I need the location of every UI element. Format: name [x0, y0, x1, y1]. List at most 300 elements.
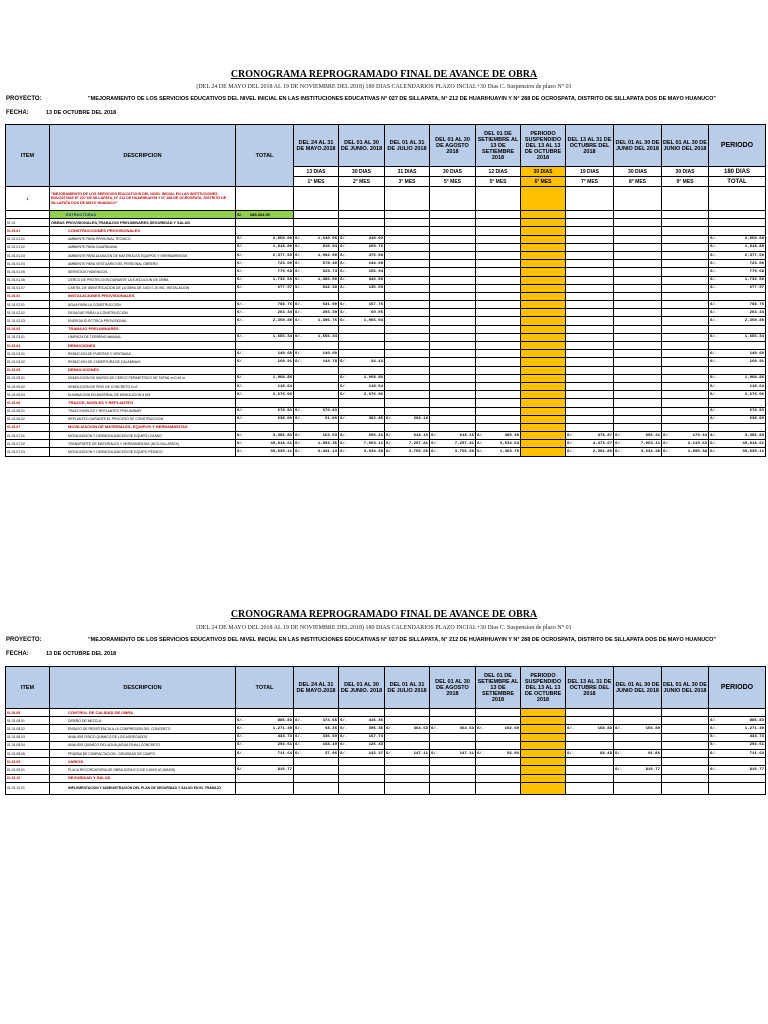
row-periodo-total — [709, 758, 766, 766]
header-period: DEL 24 AL 31 DE MAYO.2018 — [294, 667, 339, 709]
table-row — [6, 709, 766, 717]
row-period-value — [566, 733, 614, 741]
currency-symbol: S/. — [710, 278, 718, 283]
row-period-value — [385, 407, 430, 415]
row-period-value — [662, 717, 709, 725]
row-period-value — [521, 268, 566, 276]
row-period-value — [430, 268, 476, 276]
row-total-cell — [236, 407, 294, 415]
currency-symbol: S/. — [237, 302, 245, 307]
period-amount: 91.86 — [647, 751, 660, 756]
row-period-value — [294, 399, 339, 407]
currency-symbol: S/. — [237, 726, 245, 731]
row-period-value — [430, 219, 476, 227]
currency-symbol: S/. — [340, 726, 348, 731]
row-total-cell — [236, 358, 294, 366]
period-amount: 60.95 — [370, 310, 383, 315]
period-amount: 395.35 — [368, 726, 383, 731]
row-period-value — [339, 211, 385, 219]
row-desc: REMOCION DE COBERTURA DE CALAMINAS — [50, 358, 236, 366]
row-period-value — [521, 758, 566, 766]
row-code: 01.01.08.03 — [6, 733, 50, 741]
row-period-value — [662, 741, 709, 749]
row-period-value — [294, 325, 339, 333]
row-period-value — [339, 333, 385, 341]
row-period-value — [521, 774, 566, 782]
row-period-value — [294, 317, 339, 325]
periodo-total-amount: 118.64 — [749, 384, 764, 389]
row-period-value — [521, 284, 566, 292]
row-total: 638.09 — [277, 417, 292, 422]
currency-symbol: S/. — [615, 726, 623, 731]
currency-symbol: S/. — [295, 450, 303, 455]
row-period-value — [385, 758, 430, 766]
row-period-value — [662, 407, 709, 415]
row-period-value — [614, 741, 662, 749]
row-period-value — [521, 432, 566, 440]
row-period-value — [476, 260, 521, 268]
currency-symbol: S/. — [710, 735, 718, 740]
row-total-cell — [236, 260, 294, 268]
row-period-value — [339, 309, 385, 317]
row-total-cell — [236, 448, 294, 456]
row-period-value — [521, 733, 566, 741]
row-total: 779.68 — [277, 269, 292, 274]
currency-symbol: S/. — [295, 359, 303, 364]
row-total-cell — [236, 432, 294, 440]
currency-symbol: S/. — [340, 735, 348, 740]
currency-symbol: S/. — [710, 767, 718, 772]
row-code: 01.01.09.01 — [6, 766, 50, 774]
row-period-value — [339, 374, 385, 382]
row-period-value — [566, 350, 614, 358]
row-period-value — [385, 342, 430, 350]
row-total-cell — [236, 350, 294, 358]
row-period-value — [430, 235, 476, 243]
row-period-value — [521, 260, 566, 268]
period-amount: 578.40 — [322, 261, 337, 266]
row-period-value — [476, 317, 521, 325]
row-period-value — [430, 333, 476, 341]
currency-symbol: S/. — [295, 278, 303, 283]
row-period-value — [476, 766, 521, 774]
row-total-cell — [236, 276, 294, 284]
row-period-value — [385, 187, 430, 211]
row-period-value — [476, 374, 521, 382]
currency-symbol: S/. — [567, 433, 575, 438]
header-days: 19 DIAS — [566, 167, 614, 177]
table-row — [6, 325, 766, 333]
header-period: DEL 01 DE SETIEMBRE AL 13 DE SETIEMBRE 2018 — [476, 667, 521, 709]
row-desc: ESTRUCTURAS — [50, 211, 236, 219]
header-period: PERIODO SUSPENDIDO DEL 13 AL 13 DE OCTUBRE 2018 — [521, 667, 566, 709]
currency-symbol: S/. — [431, 726, 439, 731]
row-total-cell — [236, 374, 294, 382]
row-period-value — [385, 709, 430, 717]
row-period-value — [521, 766, 566, 774]
currency-symbol: S/. — [295, 417, 303, 422]
currency-symbol: S/. — [295, 237, 303, 242]
row-period-value — [566, 227, 614, 235]
header-period: DEL 01 AL 30 DE JUNIO DEL 2018 — [662, 125, 709, 167]
row-desc: DESAGUE PARA LA CONSTRUCCION — [50, 309, 236, 317]
row-code: 01.01.10.01 — [6, 782, 50, 794]
row-period-value — [339, 260, 385, 268]
page1-fecha-label: FECHA: — [6, 110, 29, 116]
row-total-cell — [236, 741, 294, 749]
row-period-value — [476, 276, 521, 284]
row-period-value — [521, 709, 566, 717]
row-period-value — [339, 292, 385, 300]
row-period-value — [430, 284, 476, 292]
row-period-value — [662, 382, 709, 390]
header-period: DEL 01 AL 31 DE JULIO 2018 — [385, 125, 430, 167]
period-amount: 2,119.63 — [687, 441, 707, 446]
row-code: 01.01.04.02 — [6, 358, 50, 366]
row-period-value — [339, 276, 385, 284]
header-period: DEL 01 AL 30 DE JUNIO DEL 2018 — [614, 667, 662, 709]
row-desc: PRUEBA DE COMPACTACION - DENSIDAD DE CAMPO — [50, 749, 236, 757]
header-periodo: PERIODO — [709, 125, 766, 167]
row-period-value — [476, 382, 521, 390]
row-period-value — [614, 317, 662, 325]
row-period-value — [521, 382, 566, 390]
period-amount: 618.16 — [459, 433, 474, 438]
row-period-value — [476, 758, 521, 766]
currency-symbol: S/. — [295, 335, 303, 340]
row-period-value — [614, 284, 662, 292]
row-period-value — [614, 251, 662, 259]
period-amount: 815.04 — [322, 245, 337, 250]
currency-symbol: S/. — [615, 450, 623, 455]
row-period-value — [339, 758, 385, 766]
currency-symbol: S/. — [237, 743, 245, 748]
row-desc: AMBIENTE PARA GUARDIANIA — [50, 243, 236, 251]
period-amount: 3,634.38 — [640, 450, 660, 455]
row-period-value — [662, 415, 709, 423]
row-code: 01.01.03 — [6, 325, 50, 333]
table-row — [6, 374, 766, 382]
currency-symbol: S/. — [340, 261, 348, 266]
currency-symbol: S/. — [237, 319, 245, 324]
period-amount: 1,055.04 — [363, 319, 383, 324]
row-periodo-total — [709, 366, 766, 374]
row-period-value — [430, 317, 476, 325]
periodo-total-amount: 885.83 — [749, 718, 764, 723]
row-desc: DISEÑO DE MEZCLA — [50, 717, 236, 725]
row-period-value — [385, 432, 430, 440]
row-period-value — [566, 276, 614, 284]
header-period: DEL 01 AL 30 DE JUNIO DEL 2018 — [662, 667, 709, 709]
row-period-value — [566, 342, 614, 350]
header-month: 9° MES — [662, 177, 709, 187]
row-period-value — [430, 448, 476, 456]
header-total: TOTAL — [236, 667, 294, 709]
row-desc: REMOCIONES — [50, 342, 236, 350]
header-item: ITEM — [6, 667, 50, 709]
row-desc: REPLANTEO DURANTE EL PROCESO DE CONSTRUCCION — [50, 415, 236, 423]
period-amount: 56.96 — [506, 751, 519, 756]
row-period-value — [430, 292, 476, 300]
row-period-value — [294, 741, 339, 749]
period-amount: 144.78 — [322, 359, 337, 364]
period-amount: 389.30 — [504, 433, 519, 438]
row-period-value — [476, 749, 521, 757]
page2-fecha: 13 DE OCTUBRE DEL 2018 — [46, 651, 117, 657]
row-period-value — [430, 358, 476, 366]
row-period-value — [566, 448, 614, 456]
row-total: 670.83 — [277, 409, 292, 414]
currency-symbol: S/. — [710, 351, 718, 356]
period-amount: 618.16 — [413, 433, 428, 438]
row-periodo-total — [709, 733, 766, 741]
row-desc: ANALISIS QUIMICO DEL AGUA (AGUA FINAL) CONCRETO — [50, 741, 236, 749]
row-desc: SEGURIDAD Y SALUD — [50, 774, 236, 782]
currency-symbol: S/. — [237, 237, 245, 242]
row-periodo-total — [709, 725, 766, 733]
row-period-value — [476, 725, 521, 733]
currency-symbol: S/. — [567, 450, 575, 455]
row-period-value — [476, 301, 521, 309]
row-code: 01.01.10 — [6, 774, 50, 782]
header-month: 3° MES — [385, 177, 430, 187]
row-code: 01.01.08.01 — [6, 717, 50, 725]
row-period-value — [294, 725, 339, 733]
row-period-value — [614, 235, 662, 243]
row-period-value — [430, 407, 476, 415]
currency-symbol: S/. — [710, 286, 718, 291]
row-period-value — [339, 317, 385, 325]
currency-symbol: S/. — [237, 751, 245, 756]
row-period-value — [294, 342, 339, 350]
row-period-value — [339, 235, 385, 243]
currency-symbol: S/. — [477, 751, 485, 756]
row-period-value — [339, 342, 385, 350]
currency-symbol: S/. — [237, 441, 245, 446]
row-period-value — [430, 391, 476, 399]
row-desc: MOVILIZACION DE MATERIALES, EQUIPOS Y HERRAMIENTAS — [50, 423, 236, 431]
row-periodo-total — [709, 276, 766, 284]
row-period-value — [339, 766, 385, 774]
period-amount: 156.89 — [645, 726, 660, 731]
row-period-value — [294, 292, 339, 300]
row-periodo-total — [709, 374, 766, 382]
currency-symbol: S/. — [431, 751, 439, 756]
table-row — [6, 399, 766, 407]
row-period-value — [385, 227, 430, 235]
row-periodo-total — [709, 766, 766, 774]
period-amount: 346.50 — [368, 278, 383, 283]
table-row — [6, 235, 766, 243]
row-desc: CONSTRUCCIONES PROVISIONALES — [50, 227, 236, 235]
row-period-value — [614, 366, 662, 374]
currency-symbol: S/. — [237, 392, 245, 397]
row-period-value — [476, 423, 521, 431]
row-periodo-total — [709, 251, 766, 259]
row-period-value — [476, 235, 521, 243]
row-period-value — [339, 325, 385, 333]
row-desc: TRABAJO PRELIMINARES — [50, 325, 236, 333]
row-period-value — [385, 725, 430, 733]
row-period-value — [662, 276, 709, 284]
currency-symbol: S/. — [295, 726, 303, 731]
row-period-value — [294, 276, 339, 284]
row-period-value — [566, 284, 614, 292]
row-total: 816.77 — [277, 767, 292, 772]
row-period-value — [294, 749, 339, 757]
row-period-value — [294, 227, 339, 235]
row-period-value — [385, 325, 430, 333]
row-period-value — [521, 276, 566, 284]
row-total: 677.97 — [277, 286, 292, 291]
row-period-value — [566, 358, 614, 366]
currency-symbol: S/. — [340, 392, 348, 397]
row-period-value — [476, 219, 521, 227]
row-period-value — [430, 432, 476, 440]
periodo-total-amount: 140.60 — [749, 351, 764, 356]
currency-symbol: S/. — [237, 384, 245, 389]
page1-proyecto: "MEJORAMIENTO DE LOS SERVICIOS EDUCATIVOS DEL NIVEL INICIAL EN LAS INSTITUCIONES EDUCATIVAS N° 027 DE SILLAPATA, N° 212 DE HUARIHUAYIN Y N° 288 DE OCROSPATA, DISTRITO DE SILLAPATA DOS DE MAYO HUANUCO" — [88, 96, 717, 102]
row-total-cell — [236, 774, 294, 782]
period-amount: 140.60 — [322, 351, 337, 356]
table-row — [6, 350, 766, 358]
period-amount: 474.55 — [322, 718, 337, 723]
currency-symbol: S/. — [710, 310, 718, 315]
row-periodo-total — [709, 774, 766, 782]
currency-symbol: S/. — [710, 319, 718, 324]
row-total-cell — [236, 399, 294, 407]
row-code: 01.01.02.01 — [6, 301, 50, 309]
row-period-value — [566, 366, 614, 374]
row-period-value — [294, 766, 339, 774]
header-period: DEL 01 AL 30 DE AGOSTO 2018 — [430, 667, 476, 709]
row-periodo-total — [709, 219, 766, 227]
period-amount: 336.59 — [322, 735, 337, 740]
row-period-value — [339, 407, 385, 415]
row-periodo-total — [709, 717, 766, 725]
period-amount: 203.39 — [322, 310, 337, 315]
row-period-value — [614, 766, 662, 774]
currency-symbol: S/. — [340, 245, 348, 250]
row-period-value — [614, 407, 662, 415]
row-code: 01.01.08.04 — [6, 741, 50, 749]
row-period-value — [430, 399, 476, 407]
row-period-value — [662, 227, 709, 235]
period-amount: 3,431.13 — [317, 450, 337, 455]
row-code: 01.01.07.03 — [6, 448, 50, 456]
currency-symbol: S/. — [615, 767, 623, 772]
row-period-value — [566, 717, 614, 725]
row-period-value — [294, 374, 339, 382]
row-periodo-total — [709, 432, 766, 440]
currency-symbol: S/. — [340, 302, 348, 307]
row-period-value — [339, 415, 385, 423]
currency-symbol: S/. — [340, 384, 348, 389]
period-amount: 696.21 — [645, 433, 660, 438]
period-amount: 1,453.70 — [499, 450, 519, 455]
row-period-value — [476, 358, 521, 366]
row-period-value — [662, 243, 709, 251]
row-period-value — [662, 251, 709, 259]
row-period-value — [521, 219, 566, 227]
row-period-value — [385, 317, 430, 325]
row-total-cell — [236, 292, 294, 300]
row-period-value — [339, 432, 385, 440]
row-period-value — [430, 766, 476, 774]
period-amount: 204.18 — [413, 417, 428, 422]
page2-proyecto-label: PROYECTO: — [6, 637, 42, 643]
table-row — [6, 227, 766, 235]
row-period-value — [662, 440, 709, 448]
row-code: 01.01.02.03 — [6, 317, 50, 325]
row-code: 01.01.01 — [6, 227, 50, 235]
row-period-value — [294, 333, 339, 341]
row-period-value — [294, 350, 339, 358]
row-period-value — [521, 399, 566, 407]
row-period-value — [294, 187, 339, 211]
row-period-value — [521, 741, 566, 749]
row-total-cell — [236, 766, 294, 774]
row-period-value — [430, 260, 476, 268]
row-period-value — [566, 325, 614, 333]
row-period-value — [662, 219, 709, 227]
row-period-value — [614, 243, 662, 251]
header-days: 30 DIAS — [430, 167, 476, 177]
row-period-value — [385, 415, 430, 423]
currency-symbol: S/. — [710, 269, 718, 274]
row-period-value — [476, 782, 521, 794]
table-row — [6, 440, 766, 448]
row-period-value — [339, 717, 385, 725]
row-period-value — [294, 782, 339, 794]
row-period-value — [614, 187, 662, 211]
header-period: DEL 01 AL 30 DE JUNIO. 2018 — [339, 125, 385, 167]
row-period-value — [339, 391, 385, 399]
row-periodo-total — [709, 284, 766, 292]
row-period-value — [430, 251, 476, 259]
currency-symbol: S/. — [295, 269, 303, 274]
row-period-value — [339, 749, 385, 757]
row-period-value — [385, 749, 430, 757]
header-period: DEL 01 AL 30 DE JUNIO DEL 2018 — [614, 125, 662, 167]
row-period-value — [614, 415, 662, 423]
row-period-value — [614, 423, 662, 431]
table-row — [6, 317, 766, 325]
period-amount: 631.00 — [322, 302, 337, 307]
periodo-total-amount: 2,050.08 — [744, 237, 764, 242]
row-code: 01.01.02 — [6, 292, 50, 300]
period-amount: 126.43 — [368, 743, 383, 748]
row-code: 01.01.05 — [6, 366, 50, 374]
row-period-value — [476, 399, 521, 407]
currency-symbol: S/. — [615, 441, 623, 446]
header-descripcion: DESCRIPCION — [50, 125, 236, 187]
row-period-value — [614, 725, 662, 733]
currency-symbol: S/. — [340, 417, 348, 422]
row-period-value — [294, 415, 339, 423]
row-period-value — [566, 774, 614, 782]
currency-symbol: S/. — [237, 767, 245, 772]
row-period-value — [430, 374, 476, 382]
currency-symbol: S/. — [710, 376, 718, 381]
period-amount: 7,297.81 — [454, 441, 474, 446]
currency-symbol: S/. — [710, 384, 718, 389]
header-total: TOTAL — [236, 125, 294, 187]
periodo-total-amount: 677.97 — [749, 286, 764, 291]
row-period-value — [385, 276, 430, 284]
period-amount: 144.60 — [368, 261, 383, 266]
row-total: 885.83 — [277, 718, 292, 723]
